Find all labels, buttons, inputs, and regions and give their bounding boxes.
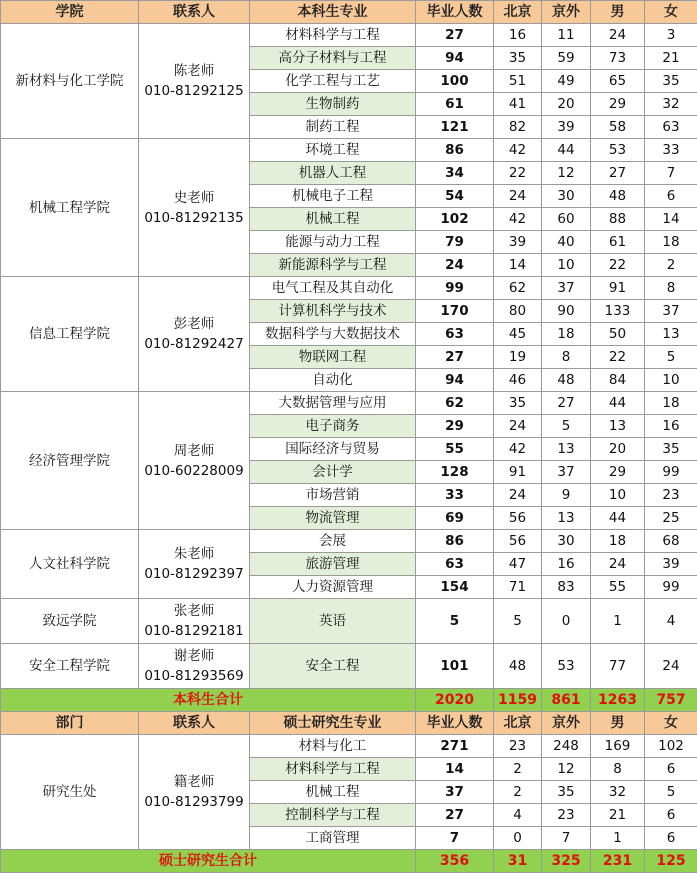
major-name: 环境工程 (250, 139, 416, 162)
male-count: 21 (591, 804, 645, 827)
female-count: 18 (645, 392, 697, 415)
outside-beijing-count: 35 (542, 781, 591, 804)
major-name: 机械工程 (250, 781, 416, 804)
male-count: 27 (591, 162, 645, 185)
beijing-count: 2 (494, 781, 542, 804)
graduate-count: 54 (416, 185, 494, 208)
beijing-count: 42 (494, 208, 542, 231)
outside-beijing-count: 37 (542, 277, 591, 300)
contact-cell (139, 24, 250, 139)
contact-phone: 010-81293799 (144, 794, 244, 810)
major-name: 机械电子工程 (250, 185, 416, 208)
female-count: 63 (645, 116, 697, 139)
outside-beijing-count: 27 (542, 392, 591, 415)
college-name: 经济管理学院 (1, 392, 139, 530)
outside-beijing-count: 20 (542, 93, 591, 116)
beijing-count: 19 (494, 346, 542, 369)
male-count: 48 (591, 185, 645, 208)
graduate-count: 86 (416, 530, 494, 553)
column-header: 北京 (494, 712, 542, 735)
total-row (1, 689, 697, 712)
male-count: 13 (591, 415, 645, 438)
female-count: 13 (645, 323, 697, 346)
beijing-count: 47 (494, 553, 542, 576)
male-count: 65 (591, 70, 645, 93)
female-count: 99 (645, 576, 697, 599)
major-name: 化学工程与工艺 (250, 70, 416, 93)
outside-beijing-count: 13 (542, 507, 591, 530)
male-count: 22 (591, 254, 645, 277)
male-count: 44 (591, 392, 645, 415)
major-name: 数据科学与大数据技术 (250, 323, 416, 346)
major-name: 机械工程 (250, 208, 416, 231)
major-name: 自动化 (250, 369, 416, 392)
female-count: 6 (645, 758, 697, 781)
graduate-count: 79 (416, 231, 494, 254)
graduate-count: 94 (416, 47, 494, 70)
contact-name: 陈老师 (173, 63, 215, 79)
graduate-count: 271 (416, 735, 494, 758)
female-count: 102 (645, 735, 697, 758)
outside-beijing-count: 9 (542, 484, 591, 507)
female-count: 3 (645, 24, 697, 47)
beijing-count: 91 (494, 461, 542, 484)
outside-beijing-count: 48 (542, 369, 591, 392)
female-count: 35 (645, 438, 697, 461)
column-header: 硕士研究生专业 (250, 712, 416, 735)
major-name: 材料科学与工程 (250, 758, 416, 781)
major-name: 旅游管理 (250, 553, 416, 576)
graduate-count: 63 (416, 553, 494, 576)
graduate-count: 99 (416, 277, 494, 300)
major-name: 高分子材料与工程 (250, 47, 416, 70)
female-count: 6 (645, 804, 697, 827)
male-count: 91 (591, 277, 645, 300)
male-count: 169 (591, 735, 645, 758)
outside-beijing-count: 59 (542, 47, 591, 70)
contact-name: 朱老师 (173, 546, 215, 562)
contact-cell (139, 139, 250, 277)
major-name: 国际经济与贸易 (250, 438, 416, 461)
male-count: 133 (591, 300, 645, 323)
male-count: 73 (591, 47, 645, 70)
male-count: 24 (591, 553, 645, 576)
graduate-count: 62 (416, 392, 494, 415)
table-row (1, 644, 697, 689)
female-count: 99 (645, 461, 697, 484)
outside-beijing-count: 44 (542, 139, 591, 162)
contact-name: 史老师 (173, 189, 215, 206)
outside-beijing-count: 13 (542, 438, 591, 461)
table-row (1, 277, 697, 300)
male-count: 50 (591, 323, 645, 346)
male-count: 32 (591, 781, 645, 804)
header-row (1, 1, 697, 24)
outside-beijing-count: 0 (542, 599, 591, 644)
college-name: 信息工程学院 (1, 277, 139, 392)
column-header: 联系人 (139, 1, 250, 24)
female-count: 25 (645, 507, 697, 530)
outside-beijing-count: 83 (542, 576, 591, 599)
contact-phone: 010-81292181 (144, 623, 244, 639)
graduate-count: 34 (416, 162, 494, 185)
beijing-count: 5 (494, 599, 542, 644)
graduate-count: 121 (416, 116, 494, 139)
total-female: 125 (645, 850, 697, 873)
table-row (1, 530, 697, 553)
column-header: 女 (645, 1, 697, 24)
column-header: 京外 (542, 712, 591, 735)
outside-beijing-count: 40 (542, 231, 591, 254)
male-count: 61 (591, 231, 645, 254)
major-name: 新能源科学与工程 (250, 254, 416, 277)
female-count: 35 (645, 70, 697, 93)
graduate-count: 33 (416, 484, 494, 507)
female-count: 18 (645, 231, 697, 254)
beijing-count: 42 (494, 438, 542, 461)
column-header: 北京 (494, 1, 542, 24)
contact-name: 谢老师 (173, 648, 215, 664)
female-count: 32 (645, 93, 697, 116)
major-name: 安全工程 (250, 644, 416, 689)
female-count: 5 (645, 346, 697, 369)
major-name: 材料与化工 (250, 735, 416, 758)
male-count: 8 (591, 758, 645, 781)
female-count: 39 (645, 553, 697, 576)
major-name: 制药工程 (250, 116, 416, 139)
outside-beijing-count: 90 (542, 300, 591, 323)
outside-beijing-count: 11 (542, 24, 591, 47)
male-count: 58 (591, 116, 645, 139)
major-name: 材料科学与工程 (250, 24, 416, 47)
male-count: 1 (591, 827, 645, 850)
table-row (1, 599, 697, 644)
male-count: 29 (591, 461, 645, 484)
beijing-count: 39 (494, 231, 542, 254)
major-name: 会计学 (250, 461, 416, 484)
male-count: 84 (591, 369, 645, 392)
outside-beijing-count: 30 (542, 530, 591, 553)
outside-beijing-count: 12 (542, 758, 591, 781)
graduate-count: 55 (416, 438, 494, 461)
major-name: 电气工程及其自动化 (250, 277, 416, 300)
graduate-count: 94 (416, 369, 494, 392)
total-outside: 325 (542, 850, 591, 873)
outside-beijing-count: 23 (542, 804, 591, 827)
beijing-count: 14 (494, 254, 542, 277)
table-row (1, 139, 697, 162)
female-count: 4 (645, 599, 697, 644)
total-beijing: 31 (494, 850, 542, 873)
column-header: 女 (645, 712, 697, 735)
beijing-count: 4 (494, 804, 542, 827)
beijing-count: 56 (494, 507, 542, 530)
outside-beijing-count: 18 (542, 323, 591, 346)
male-count: 77 (591, 644, 645, 689)
female-count: 6 (645, 827, 697, 850)
beijing-count: 24 (494, 185, 542, 208)
beijing-count: 23 (494, 735, 542, 758)
contact-cell (139, 599, 250, 644)
beijing-count: 2 (494, 758, 542, 781)
female-count: 6 (645, 185, 697, 208)
major-name: 机器人工程 (250, 162, 416, 185)
major-name: 控制科学与工程 (250, 804, 416, 827)
contact-cell (139, 277, 250, 392)
major-name: 人力资源管理 (250, 576, 416, 599)
total-row (1, 850, 697, 873)
female-count: 16 (645, 415, 697, 438)
outside-beijing-count: 39 (542, 116, 591, 139)
total-label: 本科生合计 (1, 689, 416, 712)
graduate-count: 69 (416, 507, 494, 530)
male-count: 24 (591, 24, 645, 47)
contact-phone: 010-81292397 (144, 566, 244, 582)
major-name: 大数据管理与应用 (250, 392, 416, 415)
beijing-count: 22 (494, 162, 542, 185)
contact-cell (139, 735, 250, 850)
outside-beijing-count: 12 (542, 162, 591, 185)
graduate-count: 86 (416, 139, 494, 162)
major-name: 物联网工程 (250, 346, 416, 369)
table-row (1, 735, 697, 758)
beijing-count: 24 (494, 484, 542, 507)
female-count: 23 (645, 484, 697, 507)
major-name: 英语 (250, 599, 416, 644)
total-female: 757 (645, 689, 697, 712)
header-row (1, 712, 697, 735)
beijing-count: 41 (494, 93, 542, 116)
total-male: 1263 (591, 689, 645, 712)
beijing-count: 35 (494, 47, 542, 70)
contact-cell (139, 392, 250, 530)
female-count: 24 (645, 644, 697, 689)
beijing-count: 0 (494, 827, 542, 850)
beijing-count: 35 (494, 392, 542, 415)
female-count: 2 (645, 254, 697, 277)
major-name: 电子商务 (250, 415, 416, 438)
female-count: 7 (645, 162, 697, 185)
graduate-count: 63 (416, 323, 494, 346)
graduate-count: 24 (416, 254, 494, 277)
female-count: 8 (645, 277, 697, 300)
table-row (1, 24, 697, 47)
outside-beijing-count: 248 (542, 735, 591, 758)
male-count: 1 (591, 599, 645, 644)
outside-beijing-count: 16 (542, 553, 591, 576)
beijing-count: 48 (494, 644, 542, 689)
total-outside: 861 (542, 689, 591, 712)
total-label: 硕士研究生合计 (1, 850, 416, 873)
column-header: 学院 (1, 1, 139, 24)
total-beijing: 1159 (494, 689, 542, 712)
contact-phone: 010-81292427 (144, 336, 244, 352)
female-count: 37 (645, 300, 697, 323)
major-name: 能源与动力工程 (250, 231, 416, 254)
contact-name: 籍老师 (173, 774, 215, 790)
beijing-count: 46 (494, 369, 542, 392)
beijing-count: 42 (494, 139, 542, 162)
female-count: 33 (645, 139, 697, 162)
graduate-count: 102 (416, 208, 494, 231)
male-count: 18 (591, 530, 645, 553)
graduate-count: 27 (416, 24, 494, 47)
female-count: 14 (645, 208, 697, 231)
beijing-count: 45 (494, 323, 542, 346)
college-name: 安全工程学院 (1, 644, 139, 689)
beijing-count: 56 (494, 530, 542, 553)
beijing-count: 24 (494, 415, 542, 438)
outside-beijing-count: 60 (542, 208, 591, 231)
male-count: 10 (591, 484, 645, 507)
contact-phone: 010-81292125 (144, 83, 244, 99)
college-name: 机械工程学院 (1, 139, 139, 277)
outside-beijing-count: 37 (542, 461, 591, 484)
major-name: 计算机科学与技术 (250, 300, 416, 323)
contact-cell (139, 644, 250, 689)
total-male: 231 (591, 850, 645, 873)
graduate-count: 154 (416, 576, 494, 599)
column-header: 本科生专业 (250, 1, 416, 24)
outside-beijing-count: 8 (542, 346, 591, 369)
total-total: 356 (416, 850, 494, 873)
column-header: 毕业人数 (416, 712, 494, 735)
graduate-count: 170 (416, 300, 494, 323)
graduate-count: 27 (416, 804, 494, 827)
major-name: 会展 (250, 530, 416, 553)
beijing-count: 71 (494, 576, 542, 599)
beijing-count: 51 (494, 70, 542, 93)
major-name: 市场营销 (250, 484, 416, 507)
male-count: 88 (591, 208, 645, 231)
contact-phone: 010-81293569 (144, 668, 244, 684)
male-count: 55 (591, 576, 645, 599)
contact-phone: 010-60228009 (144, 462, 244, 479)
department-name: 研究生处 (1, 735, 139, 850)
outside-beijing-count: 5 (542, 415, 591, 438)
table-row (1, 392, 697, 415)
female-count: 21 (645, 47, 697, 70)
graduate-count: 128 (416, 461, 494, 484)
beijing-count: 82 (494, 116, 542, 139)
contact-name: 张老师 (173, 603, 215, 619)
contact-name: 彭老师 (173, 316, 215, 332)
male-count: 44 (591, 507, 645, 530)
college-name: 新材料与化工学院 (1, 24, 139, 139)
major-name: 工商管理 (250, 827, 416, 850)
graduate-count: 7 (416, 827, 494, 850)
column-header: 男 (591, 712, 645, 735)
college-name: 致远学院 (1, 599, 139, 644)
beijing-count: 16 (494, 24, 542, 47)
graduate-count: 61 (416, 93, 494, 116)
graduate-count: 100 (416, 70, 494, 93)
female-count: 5 (645, 781, 697, 804)
major-name: 物流管理 (250, 507, 416, 530)
major-name: 生物制药 (250, 93, 416, 116)
graduate-count: 27 (416, 346, 494, 369)
graduate-count: 5 (416, 599, 494, 644)
column-header: 京外 (542, 1, 591, 24)
beijing-count: 62 (494, 277, 542, 300)
male-count: 53 (591, 139, 645, 162)
male-count: 20 (591, 438, 645, 461)
contact-phone: 010-81292135 (144, 209, 244, 226)
graduate-count: 101 (416, 644, 494, 689)
female-count: 10 (645, 369, 697, 392)
beijing-count: 80 (494, 300, 542, 323)
contact-name: 周老师 (173, 442, 215, 459)
column-header: 部门 (1, 712, 139, 735)
column-header: 男 (591, 1, 645, 24)
college-name: 人文社科学院 (1, 530, 139, 599)
column-header: 联系人 (139, 712, 250, 735)
total-total: 2020 (416, 689, 494, 712)
graduate-count: 14 (416, 758, 494, 781)
male-count: 29 (591, 93, 645, 116)
outside-beijing-count: 30 (542, 185, 591, 208)
outside-beijing-count: 53 (542, 644, 591, 689)
graduate-count: 29 (416, 415, 494, 438)
outside-beijing-count: 10 (542, 254, 591, 277)
female-count: 68 (645, 530, 697, 553)
male-count: 22 (591, 346, 645, 369)
contact-cell (139, 530, 250, 599)
column-header: 毕业人数 (416, 1, 494, 24)
outside-beijing-count: 7 (542, 827, 591, 850)
outside-beijing-count: 49 (542, 70, 591, 93)
graduate-count: 37 (416, 781, 494, 804)
